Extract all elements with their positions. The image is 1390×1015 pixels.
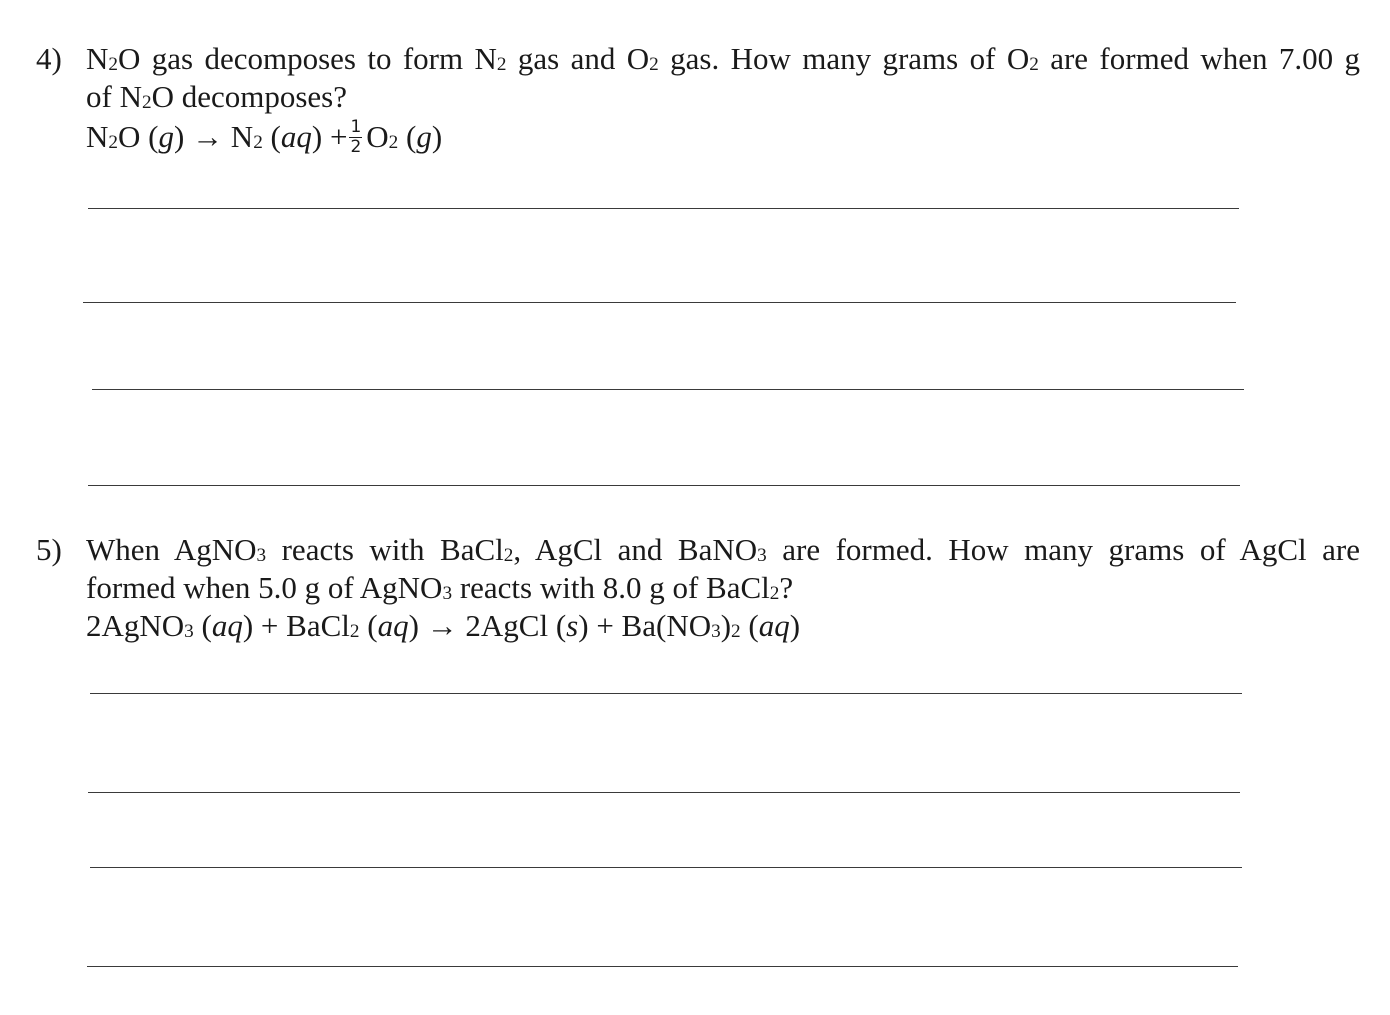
question-4-number: 4) <box>36 41 62 76</box>
answer-line-5-2[interactable] <box>88 792 1240 793</box>
answer-line-4-4[interactable] <box>88 485 1240 486</box>
question-4-line-2: of $N_2O$ decomposes? <box>86 79 347 114</box>
fraction-one-half: $\frac{1}{2}$ <box>350 117 362 158</box>
answer-line-4-2[interactable] <box>83 302 1236 303</box>
question-4-line-1: $N_2O$ gas decomposes to form $N_2$ gas and $O_2$ gas. How many grams of $O_2$ are formed when 7.00 g <box>86 41 1360 76</box>
question-5-number: 5) <box>36 532 62 567</box>
answer-line-4-3[interactable] <box>92 389 1244 390</box>
answer-line-5-3[interactable] <box>90 867 1242 868</box>
question-5-line-2: formed when 5.0 g of AgNO$_3$ reacts with 8.0 g of BaCl$_2$? <box>86 570 794 605</box>
question-5-text <box>86 531 1360 645</box>
question-5-equation: 2AgNO$_3$ (aq) + BaCl$_2$ (aq) → 2AgCl $(s) + Ba(NO_3)_2$ (aq) <box>86 608 801 643</box>
answer-line-5-1[interactable] <box>90 693 1242 694</box>
question-4-text <box>86 40 1360 158</box>
question-5-line-1: When AgNO$_3$ reacts with BaCl$_2$, AgCl and BaNO$_3$ are formed. How many grams of AgCl are <box>86 532 1360 567</box>
question-4-equation: $N_2O$ $(g) \to N_2$ (aq) + $\frac{1}{2}$ $O_2$ (g) <box>86 117 443 158</box>
answer-line-5-4[interactable] <box>87 966 1238 967</box>
answer-line-4-1[interactable] <box>88 208 1239 209</box>
